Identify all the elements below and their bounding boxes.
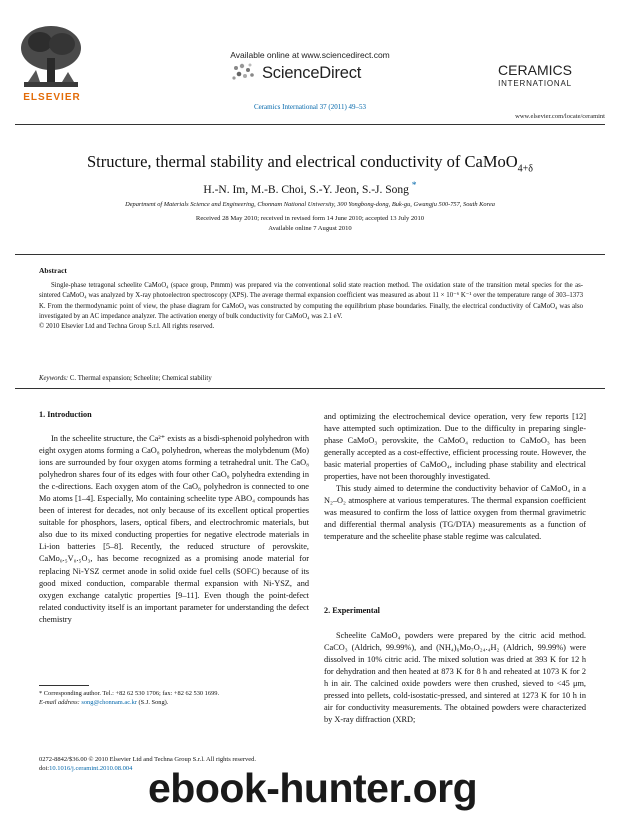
keywords-text: C. Thermal expansion; Scheelite; Chemical stability: [68, 375, 212, 382]
journal-logo: [470, 64, 600, 90]
issn-line: 0272-8842/$36.00 © 2010 Elsevier Ltd and Techna Group S.r.l. All rights reserved.: [39, 756, 257, 763]
email-suffix: (S.J. Song).: [136, 699, 169, 706]
abstract-copyright: © 2010 Elsevier Ltd and Techna Group S.r.l. All rights reserved.: [39, 323, 215, 331]
intro-paragraph-2: and optimizing the electrochemical device operation, very few reports [12] have attempted such optimization. Due to the difficulty in preparing single-phase CaMoO₃ perovskite, the CaMoO₄ reduction to CaMoO₃ has been generally accepted as a cost-effective, efficient processing route. However, the basic material properties of CaMoO₄, including phase stability and electrical properties, have not been thoroughly investigated.: [324, 412, 586, 482]
intro-paragraph-1: In the scheelite structure, the Ca²⁺ exists as a bisdi-sphenoid polyhedron with eight oxygen atoms forming a CaO₈ polyhedron, whereas the molybdenum (Mo) ions are surrounded by four oxygen atoms forming a tetrahedral unit. The CaO₈ polyhedron shares four of its edges with four other CaO₈ polyhedra extending in the c-directions. Each oxygen atom of the CaO₈ polyhedron is connected to one Mo atoms [1–4]. Especially, Mo containing scheelite type ABO₄ compounds has been of interest for decades, not only because of its excellent optical properties suitable for phosphors, lasers, optical fibers, and electrochromic materials, but also due to its mixed conducting properties for negative electrode materials in Li-ion batteries [5–8]. Recently, the reduced structure of perovskite, CaMo₀.₅V₀.₅O₃, has become recognized as a promising anode material for replacing Ni-YSZ cermet anode in solid oxide fuel cells (SOFC) because of its good mixed conduction, comparable thermal expansion with Ni-YSZ, and oxygen exchange catalytic properties [9–11]. Even though the point-defect related conductivity itself is an important parameter for understanding the defect chemistry: [39, 434, 309, 624]
received-dates: Received 28 May 2010; received in revised form 14 June 2010; accepted 13 July 2010: [195, 215, 425, 222]
corresponding-author-mark[interactable]: *: [411, 180, 417, 191]
intro-paragraph-3: This study aimed to determine the conductivity behavior of CaMoO₄ in a N₂–O₂ atmosphere at various temperatures. The thermal expansion coefficient was measured to confirm the loss of lattice oxygen from thermal gravimetric and differential thermal analysis (TG/DTA) measurements as a function of temperature and the scheelite phase stable regime was calculated.: [324, 484, 586, 542]
footnote-rule: [39, 685, 89, 686]
intro-right-column: [324, 411, 586, 544]
abstract-bottom-rule: [15, 388, 605, 389]
email-link[interactable]: song@chonnam.ac.kr: [81, 699, 137, 706]
available-online-text: Available online at www.sciencedirect.com: [230, 50, 390, 60]
journal-reference-link[interactable]: Ceramics International 37 (2011) 49–53: [253, 103, 367, 111]
experimental-paragraph-1: Scheelite CaMoO₄ powders were prepared by the citric acid method. CaCO₃ (Aldrich, 99.99%), and (NH₄)₆Mo₇O₂₄.₄H₂ (Aldrich, 99.99%) were dissolved in 10% citric acid. The mixed solution was dried at 393 K for 12 h for dehydration and then heated at 873 K for 8 h and reheated at 1073 K for 2 h in air. The calcined oxide powders were then crushed, sieved to <45 μm, pressed into pellets, cold-isostatic-pressed, and sintered at 1273 K for 10 h in air for conductivity measurements. The obtained powders were characterized by X-ray diffraction (XRD;: [324, 631, 586, 725]
article-dates: [0, 214, 620, 234]
article-title: [0, 152, 620, 174]
header-rule: [15, 124, 605, 125]
abstract-heading: Abstract: [39, 266, 67, 275]
keywords-label: Keywords:: [39, 375, 69, 382]
journal-logo-line1: CERAMICS: [498, 62, 572, 78]
intro-left-column: [39, 433, 309, 626]
footnote: [39, 689, 309, 707]
sciencedirect-wordmark: ScienceDirect: [262, 64, 362, 82]
title-subscript: 4+δ: [517, 163, 534, 175]
intro-heading: 1. Introduction: [39, 410, 92, 419]
experimental-heading: 2. Experimental: [324, 606, 380, 615]
footnote-contact: * Corresponding author. Tel.: +82 62 530 1706; fax: +82 62 530 1699.: [39, 690, 220, 697]
abstract-text: Single-phase tetragonal scheelite CaMoO₄ (space group, Pmmm) was prepared via the conventional solid state reaction method. The oxidation state of the transition metal species for the as-sintered CaMoO₄ was analyzed by X-ray photoelectron spectroscopy (XPS). The average thermal expansion coefficient was measured as about 11 × 10⁻⁶ K⁻¹ over the temperature range of 303–1373 K. From the thermodynamic point of view, the phase diagram for CaMoO₄ was constructed by computing the equilibrium phase boundaries. Finally, the electrical conductivity of CaMoO₄ was also investigated by an AC impedance analyzer. The activation energy of bulk conductivity for CaMoO₄ was 2.1 eV.: [39, 282, 583, 320]
experimental-column: [324, 630, 586, 726]
watermark: ebook-hunter.org: [148, 765, 478, 811]
doi-link[interactable]: 10.1016/j.ceramint.2010.08.004: [49, 765, 133, 772]
author-list: [0, 180, 620, 196]
abstract-top-rule: [15, 254, 605, 255]
author-names: H.-N. Im, M.-B. Choi, S.-Y. Jeon, S.-J. Song: [203, 183, 409, 196]
journal-logo-line2: INTERNATIONAL: [498, 79, 572, 88]
keywords: [39, 375, 212, 382]
abstract-body: [39, 281, 583, 332]
affiliation: Department of Materials Science and Engineering, Chonnam National University, 300 Yongbong-dong, Buk-gu, Gwangju 500-757, South Korea: [125, 201, 495, 208]
available-date: Available online 7 August 2010: [268, 225, 352, 232]
footnote-email-line: [39, 698, 309, 707]
elsevier-wordmark: ELSEVIER: [23, 92, 81, 103]
doi-label: doi:: [39, 765, 50, 772]
title-main: Structure, thermal stability and electrical conductivity of CaMoO: [86, 152, 518, 171]
journal-website-link[interactable]: www.elsevier.com/locate/ceramint: [515, 113, 605, 120]
email-label: E-mail address:: [39, 699, 82, 706]
